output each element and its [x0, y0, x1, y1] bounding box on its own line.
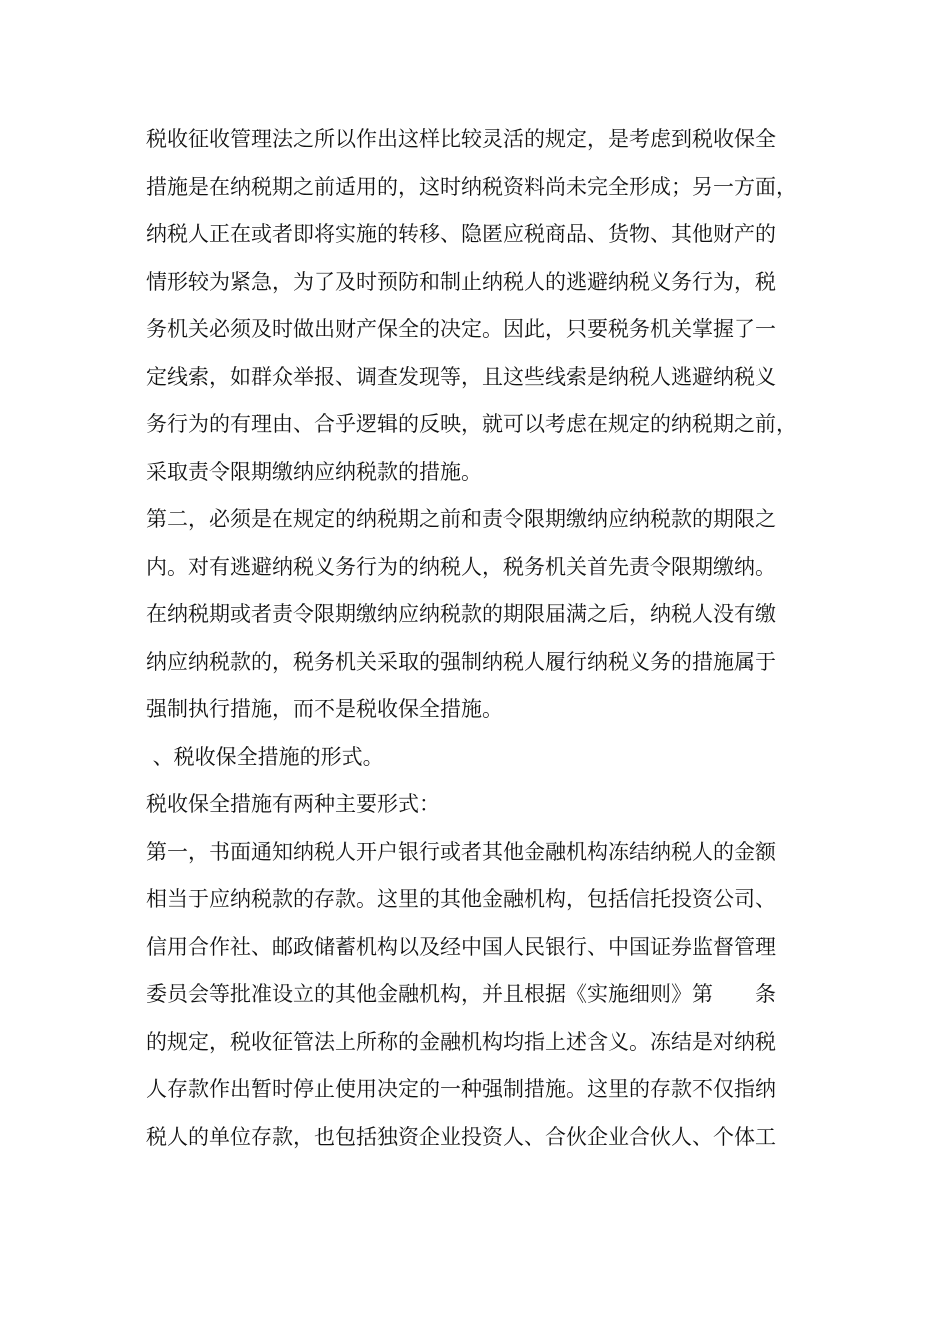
text-line: 第二，必须是在规定的纳税期之前和责令限期缴纳应纳税款的期限之: [146, 507, 776, 531]
text-line: 情形较为紧急，为了及时预防和制止纳税人的逃避纳税义务行为，税: [146, 269, 776, 294]
text-line: 的规定，税收征管法上所称的金融机构均指上述含义。冻结是对纳税: [146, 1029, 776, 1054]
text-line: 相当于应纳税款的存款。这里的其他金融机构，包括信托投资公司、: [146, 887, 776, 911]
text-line: 务行为的有理由、合乎逻辑的反映，就可以考虑在规定的纳税期之前，: [146, 412, 797, 436]
text-line: 税收征收管理法之所以作出这样比较灵活的规定，是考虑到税收保全: [146, 127, 776, 151]
section-heading: 、税收保全措施的形式。: [146, 744, 384, 769]
text-line: 务机关必须及时做出财产保全的决定。因此，只要税务机关掌握了一: [146, 317, 776, 341]
body-text: [146, 116, 826, 1161]
text-line: 税人的单位存款，也包括独资企业投资人、合伙企业合伙人、个体工: [146, 1124, 776, 1149]
text-line: 信用合作社、邮政储蓄机构以及经中国人民银行、中国证券监督管理: [146, 934, 776, 959]
text-line: 第一，书面通知纳税人开户银行或者其他金融机构冻结纳税人的金额: [146, 839, 776, 864]
text-line: 委员会等批准设立的其他金融机构，并且根据《实施细则》第 条: [146, 982, 776, 1006]
text-line: 强制执行措施，而不是税收保全措施。: [146, 697, 503, 721]
text-line: 税收保全措施有两种主要形式：: [146, 792, 440, 816]
text-line: 纳税人正在或者即将实施的转移、隐匿应税商品、货物、其他财产的: [146, 222, 776, 246]
text-line: 措施是在纳税期之前适用的，这时纳税资料尚未完全形成；另一方面，: [146, 174, 797, 199]
text-line: 在纳税期或者责令限期缴纳应纳税款的期限届满之后，纳税人没有缴: [146, 602, 776, 626]
text-line: 人存款作出暂时停止使用决定的一种强制措施。这里的存款不仅指纳: [146, 1077, 776, 1101]
text-line: 内。对有逃避纳税义务行为的纳税人，税务机关首先责令限期缴纳。: [146, 554, 776, 579]
text-line: 采取责令限期缴纳应纳税款的措施。: [146, 459, 482, 484]
text-line: 定线索，如群众举报、调查发现等，且这些线索是纳税人逃避纳税义: [146, 364, 776, 389]
text-line: 纳应纳税款的，税务机关采取的强制纳税人履行纳税义务的措施属于: [146, 649, 776, 674]
